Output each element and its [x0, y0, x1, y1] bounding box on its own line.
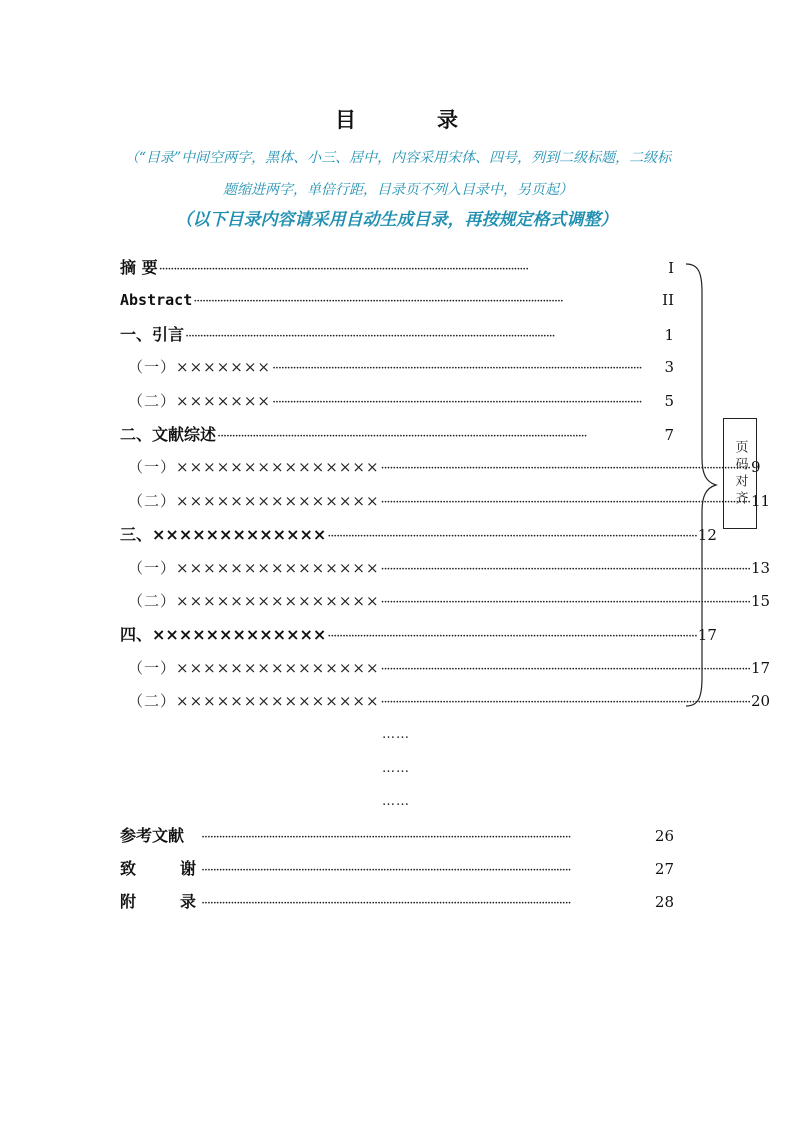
dot-leader: ······························································································································	[380, 561, 751, 577]
toc-entry-page: 26	[654, 826, 674, 845]
toc-entry-label: 三、×××××××××××××	[120, 525, 327, 545]
dot-leader: ······························································································································	[201, 863, 571, 879]
ellipsis-line: ……	[382, 727, 410, 743]
toc-entry-label: （二）×××××××××××××××	[128, 692, 380, 711]
toc-entry-chapter-1[interactable]	[120, 318, 674, 351]
toc-entry-label: 参考文献	[120, 825, 185, 845]
right-brace-icon	[684, 262, 718, 708]
toc-entry-page: 13	[751, 558, 771, 577]
toc-entry-label: 四、×××××××××××××	[120, 625, 327, 645]
toc-entry-page: 7	[664, 425, 674, 444]
toc-entry-page: 17	[697, 626, 717, 645]
toc-entry-page: 17	[751, 658, 771, 677]
toc-entry-page: 9	[751, 458, 761, 477]
page-title: 目 录	[335, 108, 488, 132]
dot-leader: ······························································································································	[185, 328, 555, 344]
dot-leader: ······························································································································	[158, 262, 529, 277]
dot-leader: ······························································································································	[217, 428, 587, 444]
toc-entry-page: 27	[654, 860, 674, 879]
toc-entry-section-4-1[interactable]	[120, 652, 771, 685]
toc-entry-page: I	[668, 259, 674, 277]
toc-entry-acknowledgements[interactable]	[120, 852, 674, 885]
toc-entry-section-2-1[interactable]	[120, 451, 761, 484]
toc-entry-chapter-3[interactable]	[120, 518, 717, 551]
toc-entry-label: （一）×××××××××××××××	[128, 458, 380, 477]
toc-entry-label: （二）×××××××××××××××	[128, 591, 380, 610]
toc-entry-abstract-en[interactable]	[120, 284, 674, 317]
toc-entry-section-4-2[interactable]	[120, 685, 771, 718]
toc-entry-references[interactable]	[120, 819, 674, 852]
callout-text: 页码对齐	[732, 439, 748, 508]
dot-leader: ······························································································································	[380, 594, 751, 610]
dot-leader: ······························································································································	[380, 494, 751, 510]
toc-entry-label-char: 致	[120, 859, 137, 879]
toc-entry-page: 12	[697, 526, 717, 545]
toc-entry-label: （二）×××××××	[128, 391, 271, 410]
dot-leader: ······························································································································	[271, 361, 642, 377]
toc-entry-chapter-2[interactable]	[120, 418, 674, 451]
dot-leader: ······························································································································	[201, 829, 571, 845]
toc-entry-abstract-cn[interactable]	[120, 251, 674, 284]
dot-leader: ······························································································································	[193, 294, 563, 310]
toc-entry-page: II	[662, 291, 674, 310]
toc-entry-label	[120, 852, 196, 885]
toc-entry-page: 15	[751, 591, 771, 610]
dot-leader: ······························································································································	[327, 629, 697, 645]
page-number-align-callout	[723, 418, 757, 529]
dot-leader: ······························································································································	[327, 529, 697, 545]
toc-entry-label: Abstract	[120, 291, 193, 310]
toc-entry-page: 1	[664, 325, 674, 344]
dot-leader: ······························································································································	[271, 394, 642, 410]
ellipsis-line: ……	[382, 760, 410, 776]
toc-entry-label: （一）×××××××	[128, 358, 271, 377]
toc-entry-page: 3	[664, 358, 674, 377]
toc-entry-label: 二、文献综述	[120, 424, 217, 444]
toc-entry-section-2-2[interactable]	[120, 485, 771, 518]
toc-entry-section-1-1[interactable]	[120, 351, 674, 384]
dot-leader: ······························································································································	[380, 461, 751, 477]
toc-entry-chapter-4[interactable]	[120, 618, 717, 651]
toc-entry-appendix[interactable]	[120, 885, 674, 918]
toc-entry-label: （一）×××××××××××××××	[128, 658, 380, 677]
ellipsis-line: ……	[382, 794, 410, 810]
toc-entry-label: （一）×××××××××××××××	[128, 558, 380, 577]
toc-entry-label	[120, 885, 196, 918]
toc-entry-section-1-2[interactable]	[120, 385, 674, 418]
toc-entry-label: 摘 要	[120, 258, 158, 277]
toc-entry-page: 28	[654, 893, 674, 912]
dot-leader: ······························································································································	[380, 661, 751, 677]
toc-entry-section-3-2[interactable]	[120, 585, 771, 618]
dot-leader: ······························································································································	[201, 896, 571, 912]
toc-entry-page: 20	[751, 692, 771, 711]
auto-toc-instruction: （以下目录内容请采用自动生成目录，再按规定格式调整）	[175, 210, 618, 230]
toc-entry-label-char: 录	[179, 892, 196, 912]
toc-entry-page: 11	[751, 491, 771, 510]
dot-leader: ······························································································································	[380, 695, 751, 711]
toc-entry-label: （二）×××××××××××××××	[128, 491, 380, 510]
toc-entry-label-char: 谢	[179, 859, 196, 879]
toc-entry-label-char: 附	[120, 892, 137, 912]
toc-entry-page: 5	[664, 391, 674, 410]
toc-entry-label: 一、引言	[120, 324, 185, 344]
toc-entry-section-3-1[interactable]	[120, 552, 771, 585]
format-note: （“目录”中间空两字，黑体、小三、居中，内容采用宋体、四号，列到二级标题，二级标题缩进两字，单倍行距，目录页不列入目录中，另页起）	[124, 150, 672, 198]
